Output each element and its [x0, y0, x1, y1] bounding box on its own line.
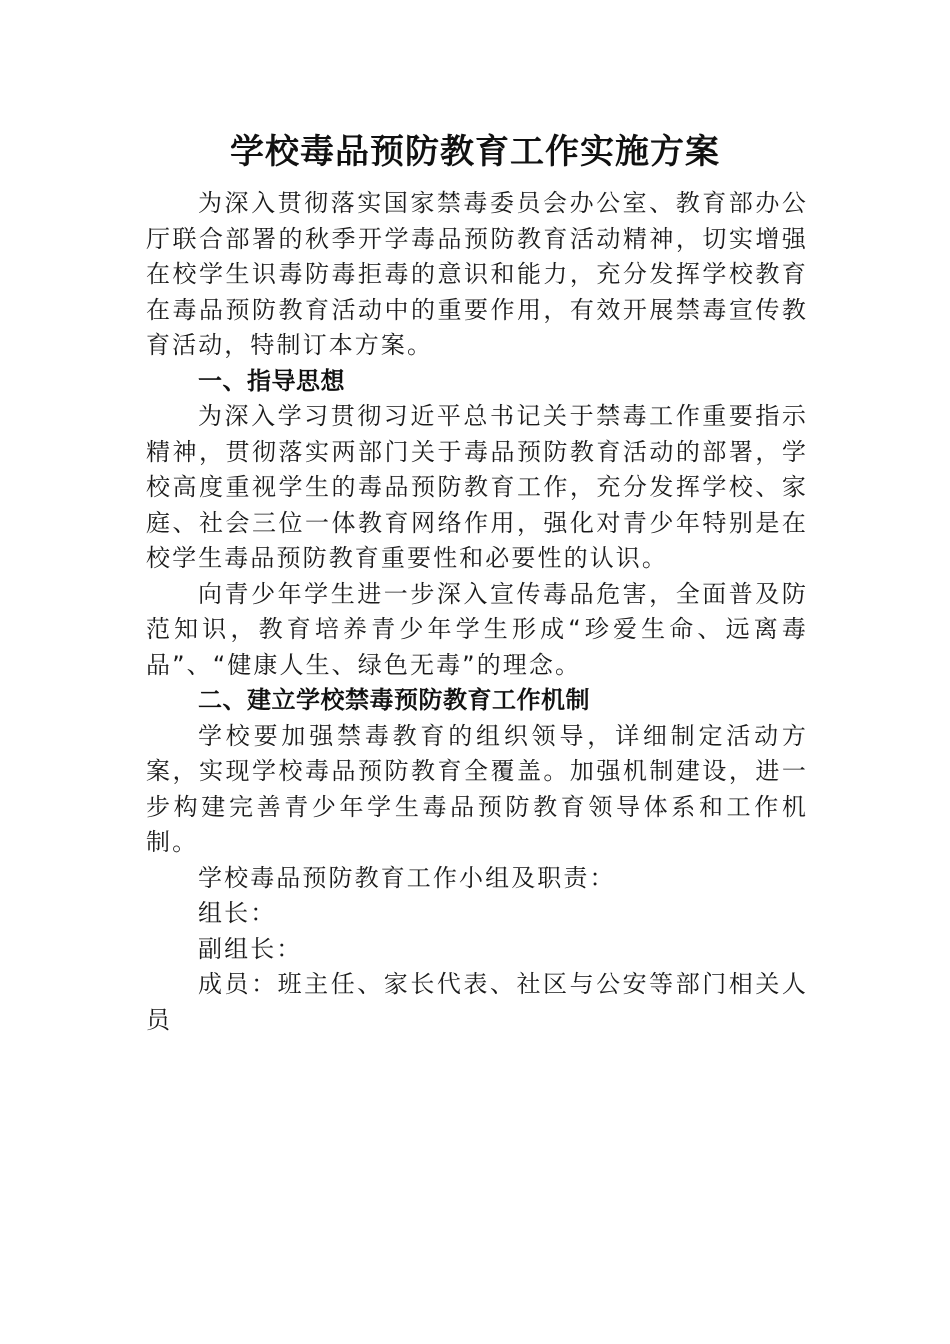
section-heading-guiding-ideology: 一、指导思想	[198, 366, 345, 395]
intro-paragraph: 为深入贯彻落实国家禁毒委员会办公室、教育部办公厅联合部署的秋季开学毒品预防教育活动精神，切实增强在校学生识毒防毒拒毒的意识和能力，充分发挥学校教育在毒品预防教育活动中的重要作用，有效开展禁毒宣传教育活动，特制订本方案。	[146, 189, 808, 359]
document-body	[146, 186, 808, 1038]
members-line: 成员：班主任、家长代表、社区与公安等部门相关人员	[146, 970, 808, 1034]
group-leader-line: 组长：	[198, 899, 277, 927]
section-heading-work-mechanism: 二、建立学校禁毒预防教育工作机制	[198, 686, 590, 714]
document-title: 学校毒品预防教育工作实施方案	[230, 132, 720, 172]
section1-paragraph: 为深入学习贯彻习近平总书记关于禁毒工作重要指示精神，贯彻落实两部门关于毒品预防教育活动的部署，学校高度重视学生的毒品预防教育工作，充分发挥学校、家庭、社会三位一体教育网络作用，强化对青少年特别是在校学生毒品预防教育重要性和必要性的认识。	[146, 402, 808, 572]
working-group-label: 学校毒品预防教育工作小组及职责：	[198, 863, 616, 892]
section2-paragraph: 学校要加强禁毒教育的组织领导，详细制定活动方案，实现学校毒品预防教育全覆盖。加强机制建设，进一步构建完善青少年学生毒品预防教育领导体系和工作机制。	[146, 721, 808, 856]
deputy-leader-line: 副组长：	[198, 934, 303, 963]
section1-paragraph: 向青少年学生进一步深入宣传毒品危害，全面普及防范知识，教育培养青少年学生形成“珍爱生命、远离毒品”、“健康人生、绿色无毒”的理念。	[146, 579, 808, 679]
